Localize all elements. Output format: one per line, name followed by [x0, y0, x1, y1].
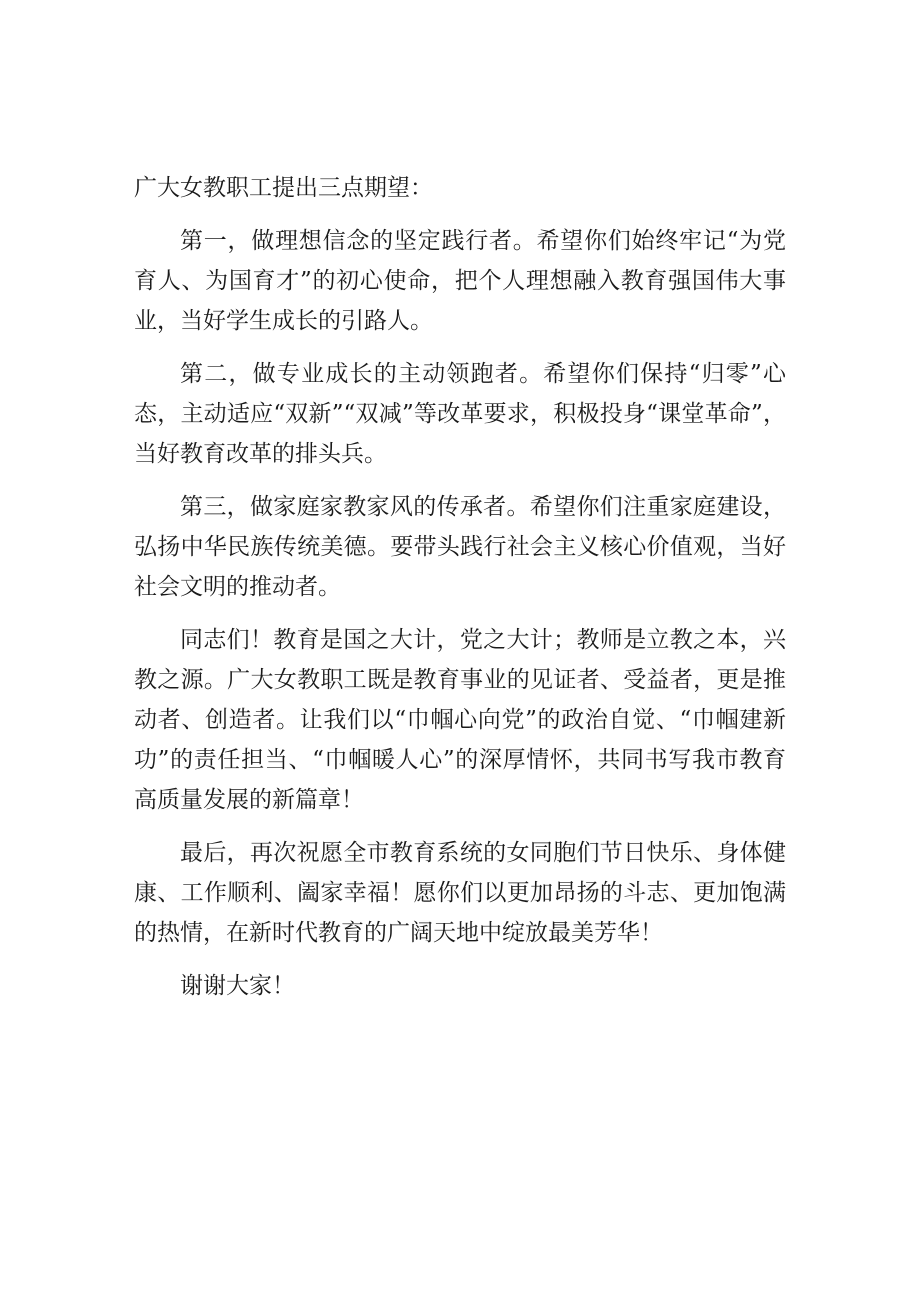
paragraph-continued-intro: 广大女教职工提出三点期望： [134, 175, 433, 201]
paragraph-expectation-1: 第一，做理想信念的坚定践行者。希望你们始终牢记“为党育人、为国育才”的初心使命，把个人理想融入教育强国伟大事业，当好学生成长的引路人。 [134, 228, 786, 334]
paragraph-comrades: 同志们！教育是国之大计，党之大计；教师是立教之本，兴教之源。广大女教职工既是教育事业的见证者、受益者，更是推动者、创造者。让我们以“巾帼心向党”的政治自觉、“巾帼建新功”的责任担当、“巾帼暖人心”的深厚情怀，共同书写我市教育高质量发展的新篇章！ [134, 627, 786, 813]
paragraph-thanks: 谢谢大家！ [180, 973, 295, 999]
paragraph-expectation-3: 第三，做家庭家教家风的传承者。希望你们注重家庭建设，弘扬中华民族传统美德。要带头践行社会主义核心价值观，当好社会文明的推动者。 [134, 494, 786, 600]
document-body [134, 168, 786, 1019]
paragraph-closing-wishes: 最后，再次祝愿全市教育系统的女同胞们节日快乐、身体健康、工作顺利、阖家幸福！愿你们以更加昂扬的斗志、更加饱满的热情，在新时代教育的广阔天地中绽放最美芳华！ [134, 840, 786, 946]
paragraph-expectation-2: 第二，做专业成长的主动领跑者。希望你们保持“归零”心态，主动适应“双新”“双减”等改革要求，积极投身“课堂革命”，当好教育改革的排头兵。 [134, 361, 786, 467]
